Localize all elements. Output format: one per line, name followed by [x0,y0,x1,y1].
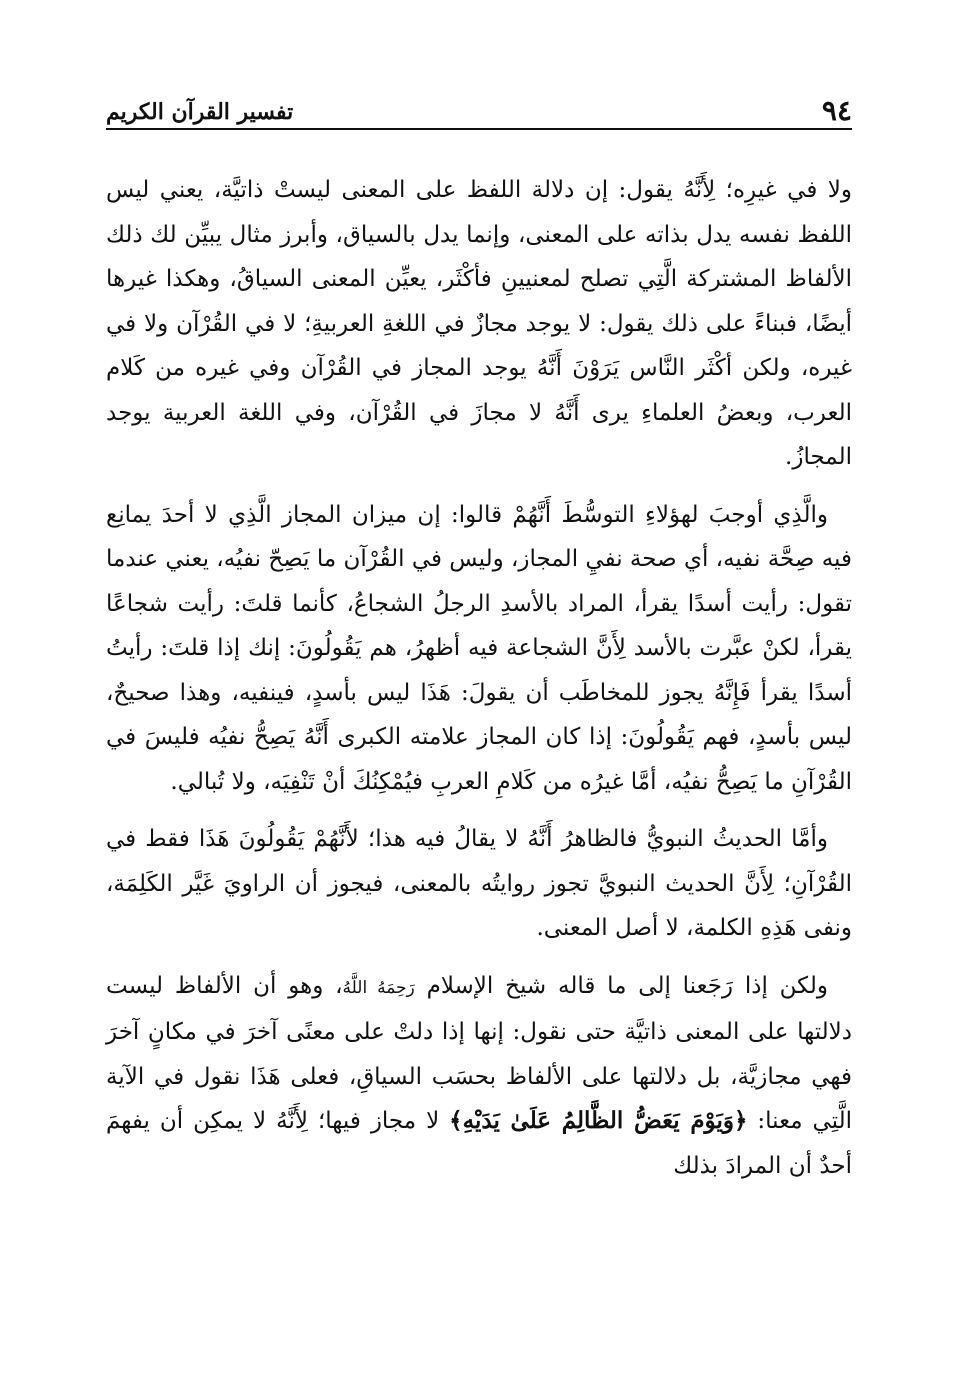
quran-verse: ﴿وَيَوْمَ يَعَضُّ الظَّالِمُ عَلَىٰ يَدَيْهِ﴾ [449,1107,748,1134]
paragraph-4-text-middle: ، وهو أن الألفاظ ليست دلالتها على المعنى ذاتيَّة حتى نقول: إنها إذا دلتْ على معنًى آخرَ في مكانٍ آخرَ فهي مجازيَّة، بل دلالتها على الألفاظ بحسَب السياقِ، فعلى هَذَا نقول في الآية الَّتِي معنا: [106,972,853,1134]
page-header [106,92,852,130]
book-title: تفسير القرآن الكريم [106,99,294,125]
paragraph-4-text-after: لا مجاز فيها؛ لِأَنَّهُ لا يمكِن أن يفهمَ أحدٌ أن المرادَ بذلك [106,1108,852,1179]
paragraph-3: وأمَّا الحديثُ النبويُّ فالظاهرُ أَنَّهُ لا يقالُ فيه هذا؛ لأَنَّهُمْ يَقُولُونَ هَذَا فقط في القُرْآنِ؛ لِأَنَّ الحديث النبويَّ تجوز روايتُه بالمعنى، فيجوز أن الراويَ غَيَّر الكَلِمَة، ونفى هَذِهِ الكلمة، لا أصل المعنى. [106,826,852,941]
paragraph-2: والَّذِي أوجبَ لهؤلاءِ التوسُّطَ أَنَّهُمْ قالوا: إن ميزان المجاز الَّذِي لا أحدَ يمانِع فيه صِحَّة نفيه، أي صحة نفيِ المجاز، وليس في القُرْآن ما يَصِحّ نفيُه، يعني عندما تقول: رأيت أسدًا يقرأ، المراد بالأسدِ الرجلُ الشجاعُ، كأنما قلتَ: رأيت شجاعًا يقرأ، لكنْ عبَّرت بالأسد لِأَنَّ الشجاعة فيه أظهرُ، هم يَقُولُونَ: إنك إذا قلتَ: رأيتُ أسدًا يقرأ فَإِنَّهُ يجوز للمخاطَب أن يقولَ: هَذَا ليس بأسدٍ، فينفيه، وهذا صحيحٌ، ليس بأسدٍ، فهم يَقُولُونَ: إذا كان المجاز علامته الكبرى أَنَّهُ يَصِحُّ نفيُه فليسَ في القُرْآنِ ما يَصِحُّ نفيُه، أمَّا غيرُه من كَلامِ العربِ فيُمْكِنُكَ أنْ تَنْفِيَه، ولا تُبالي. [106,501,852,795]
paragraph-1: ولا في غيرِه؛ لِأَنَّهُ يقول: إن دلالة اللفظ على المعنى ليستْ ذاتيَّة، يعني ليس اللفظ نفسه يدل بذاته على المعنى، وإنما يدل بالسياق، وأبرز مثال يبيِّن لك ذلك الألفاظ المشتركة الَّتِي تصلح لمعنيينِ فأكْثَر، يعيِّن المعنى السياقُ، وهكذا غيرها أيضًا، فبناءً على ذلك يقول: لا يوجد مجازٌ في اللغةِ العربيةِ؛ لا في القُرْآن ولا في غيره، ولكن أكْثَر النَّاس يَرَوْنَ أَنَّهُ يوجد المجاز في القُرْآن وفي غيره من كَلام العرب، وبعضُ العلماءِ يرى أَنَّهُ لا مجازَ في القُرْآن، وفي اللغة العربية يوجد المجازُ. [106,177,852,470]
page-number: ٩٤ [821,94,852,127]
paragraph-4-text-before: ولكن إذا رَجَعنا إلى ما قاله شيخ الإسلام [414,972,828,999]
body-text [106,168,852,1188]
honorific-phrase: رَحِمَهُ اللَّهُ [342,977,415,998]
paragraph-4 [106,964,852,1189]
